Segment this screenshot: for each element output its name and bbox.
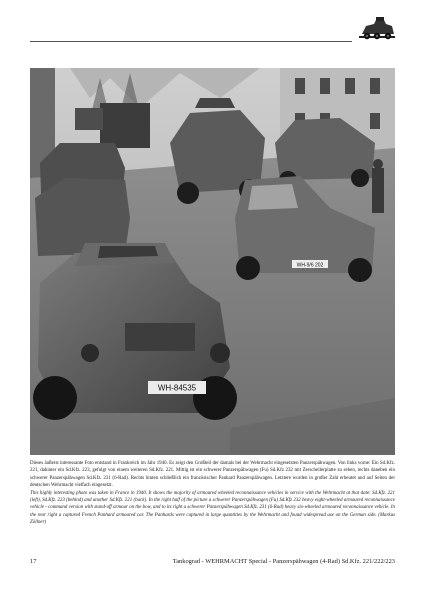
- caption-english: This highly interesting photo was taken in France in 1940. It shows the majority of armoured wheeled reconnaissance vehicles in service with the Wehrmacht at that date: Sd.Kfz. 221 (left), Sd.Kfz. 223 (behind) and another Sd.Kfz. 221 (back). In the right half of the picture a schwerer Panzerspähwagen (Fu) Sd.Kfz 232 heavy eight-wheeled armoured reconnaissance vehicle - command version with stand-off armour on the bow, and to its right a schwerer Panzerspähwagen Sd.Kfz. 231 (6-Rad) heavy six-wheeled armoured reconnaissance vehicle. In the rear right a captured French Panhard armoured car. The Panhards were captured in large quantities by the Wehrmacht and found widespread use on the German side. (Markus Zöllner): [30, 490, 395, 526]
- photo-caption: [30, 460, 395, 527]
- page-footer: [30, 558, 395, 568]
- page-number: 17: [30, 558, 37, 565]
- armoured-car-icon: [358, 14, 396, 44]
- front-car-plate: WH-84535: [157, 383, 197, 393]
- historical-photo: [30, 68, 395, 455]
- footer-title: Tankograd - WEHRMACHT Special - Panzerspähwagen (4-Rad) Sd.Kfz. 221/222/223: [172, 558, 395, 565]
- header-rule: [30, 41, 352, 42]
- caption-german: Dieses äußerst interessante Foto entstand in Frankreich im Jahr 1940. Es zeigt den Großteil der damals bei der Wehrmacht eingesetzten Panzerspähwagen. Von links vorne: Ein Sd.Kfz. 221, dahinter ein Sd.Kfz. 223, gefolgt von einem weiteren Sd.Kfz. 221. Mittig ist ein schwerer Panzerspähwagen (Fu) Sd.Kfz 232 mit Zerschellerplatte zu sehen, rechts daneben ein schwerer Panzerspähwagen Sd.Kfz. 231 (6-Rad). Rechts hinten schließlich ein französischer Panhard Panzerspähwagen. Letztere wurden in großer Zahl erbeutet und auf Seiten der deutschen Wehrmacht vielfach eingesetzt.: [30, 461, 395, 489]
- civilian-car-plate: WH-9/6 202: [296, 262, 324, 269]
